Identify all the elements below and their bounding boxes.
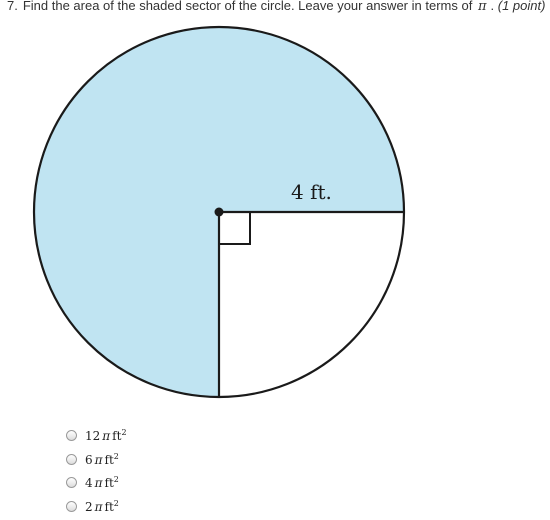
points-label: (1 point)	[497, 0, 546, 13]
center-point	[215, 208, 224, 217]
choice-label: 6 π $ft^2$	[85, 451, 119, 467]
choice-12pi[interactable]	[66, 424, 266, 448]
question-number: 7.	[7, 0, 18, 13]
radio-button[interactable]	[66, 430, 77, 441]
radio-button[interactable]	[66, 477, 77, 488]
radio-button[interactable]	[66, 501, 77, 512]
choice-6pi[interactable]	[66, 448, 266, 472]
choice-label: 12 π $ft^2$	[85, 428, 127, 444]
pi-symbol: π	[477, 0, 487, 14]
choice-label: 4 π $ft^2$	[85, 475, 119, 491]
unshaded-sector	[219, 212, 404, 397]
radius-label: 4 ft.	[291, 180, 332, 204]
question-text: Find the area of the shaded sector of the circle. Leave your answer in terms of	[22, 0, 473, 13]
choice-label: 2 π $ft^2$	[85, 498, 119, 514]
choice-2pi[interactable]	[66, 495, 266, 519]
radio-button[interactable]	[66, 454, 77, 465]
choice-4pi[interactable]	[66, 471, 266, 495]
answer-choices	[66, 424, 266, 518]
question-trail: .	[490, 0, 495, 13]
